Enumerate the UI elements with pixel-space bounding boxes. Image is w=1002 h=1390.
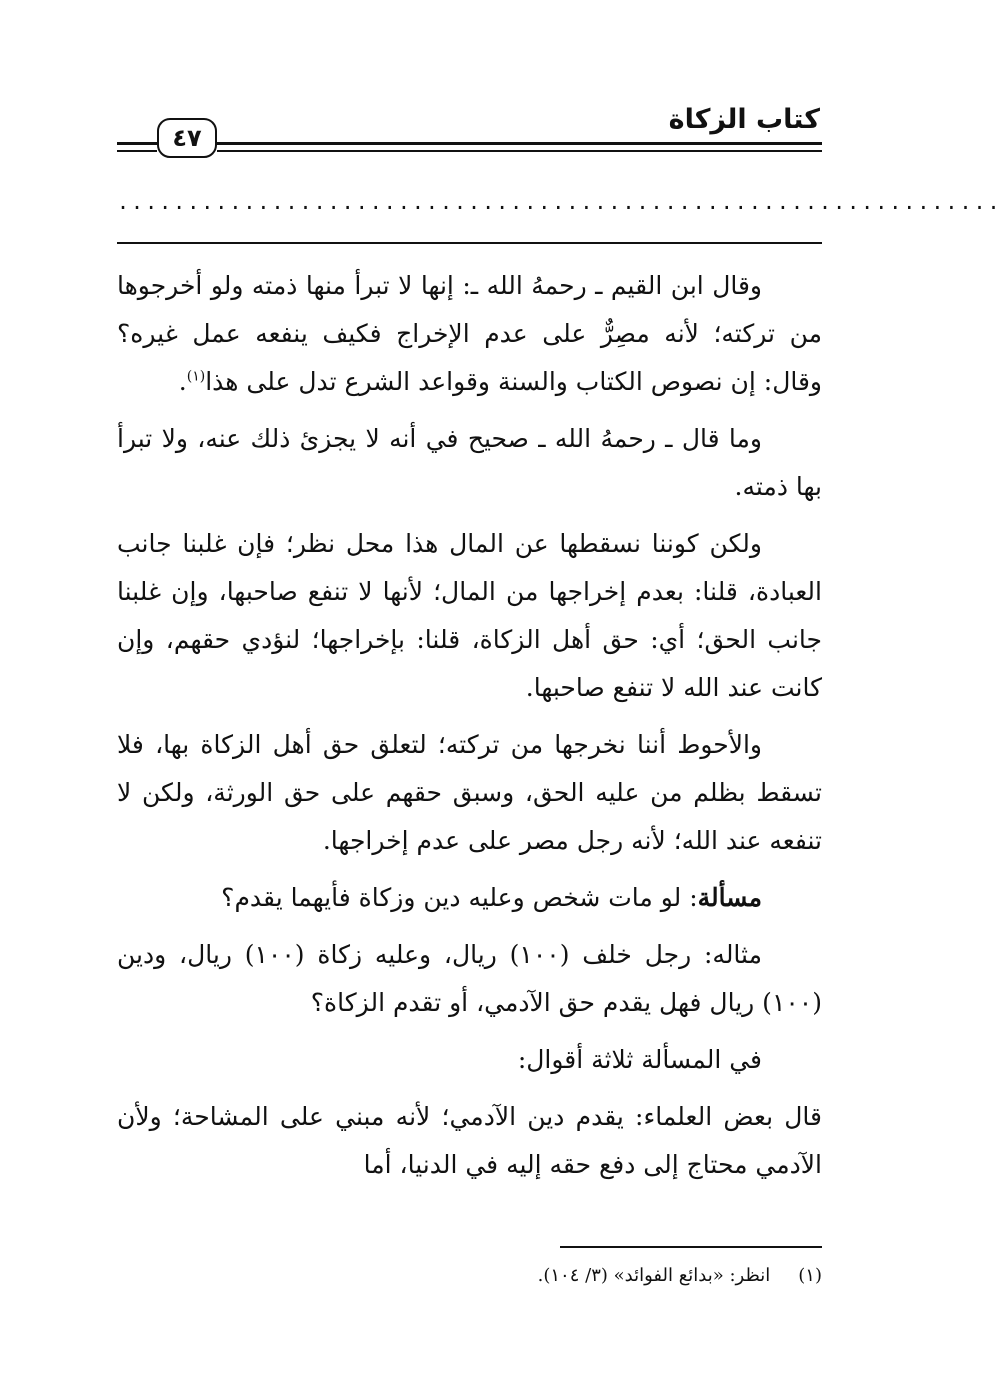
- paragraph-2: وما قال ـ رحمهُ الله ـ صحيح في أنه لا يجزئ ذلك عنه، ولا تبرأ بها ذمته.: [117, 424, 822, 501]
- footnote-number: (١): [798, 1265, 822, 1286]
- paragraph-3: ولكن كوننا نسقطها عن المال هذا محل نظر؛ فإن غلبنا جانب العبادة، قلنا: بعدم إخراجها من المال؛ لأنها لا تنفع صاحبها، وإن غلبنا جانب الحق؛ أي: حق أهل الزكاة، قلنا: بإخراجها؛ لنؤدي حقهم، وإن كانت عند الله لا تنفع صاحبها.: [117, 529, 822, 702]
- paragraph-4: والأحوط أننا نخرجها من تركته؛ لتعلق حق أهل الزكاة بها، فلا تسقط بظلم من عليه الحق، وسبق حقهم على حق الورثة، ولكن لا تنفعه عند الله؛ لأنه رجل مصر على عدم إخراجها.: [117, 730, 822, 855]
- header-rule-left-bottom: [117, 150, 157, 152]
- issue-question: [117, 874, 822, 922]
- main-text: [117, 262, 822, 1198]
- footnote: [117, 1262, 822, 1290]
- issue-label: مسألة: [697, 883, 762, 912]
- paragraph-1-tail: .: [178, 367, 187, 396]
- paragraph-1-text: وقال ابن القيم ـ رحمهُ الله ـ: إنها لا تبرأ منها ذمته ولو أخرجوها من تركته؛ لأنه مصِرٌّ على عدم الإخراج فكيف ينفعه عمل غيره؟ وقال: إن نصوص الكتاب والسنة وقواعد الشرع تدل على هذا: [117, 271, 822, 396]
- page-number-badge: [157, 118, 217, 158]
- header-rule-right-top: [217, 142, 822, 145]
- page-number: ٤٧: [172, 124, 202, 152]
- dotted-separator: ...............................................................: [117, 190, 1002, 214]
- header-rule-left-top: [117, 142, 157, 145]
- section-divider: [117, 242, 822, 244]
- footnote-divider: [560, 1246, 822, 1248]
- paragraph-opinions-intro: في المسألة ثلاثة أقوال:: [517, 1045, 762, 1074]
- paragraph-1: [117, 262, 822, 406]
- footnote-text: انظر: «بدائع الفوائد» (٣/ ١٠٤).: [537, 1265, 771, 1286]
- paragraph-first-opinion: قال بعض العلماء: يقدم دين الآدمي؛ لأنه مبني على المشاحة؛ ولأن الآدمي محتاج إلى دفع حقه إليه في الدنيا، أما: [117, 1102, 822, 1179]
- header-rule-right-bottom: [217, 150, 822, 152]
- footnote-ref: (١): [186, 368, 206, 385]
- book-title: كتاب الزكاة: [668, 104, 820, 135]
- paragraph-example: مثاله: رجل خلف (١٠٠) ريال، وعليه زكاة (١٠٠) ريال، ودين (١٠٠) ريال فهل يقدم حق الآدمي، أو تقدم الزكاة؟: [117, 940, 822, 1017]
- issue-text: : لو مات شخص وعليه دين وزكاة فأيهما يقدم؟: [221, 883, 698, 912]
